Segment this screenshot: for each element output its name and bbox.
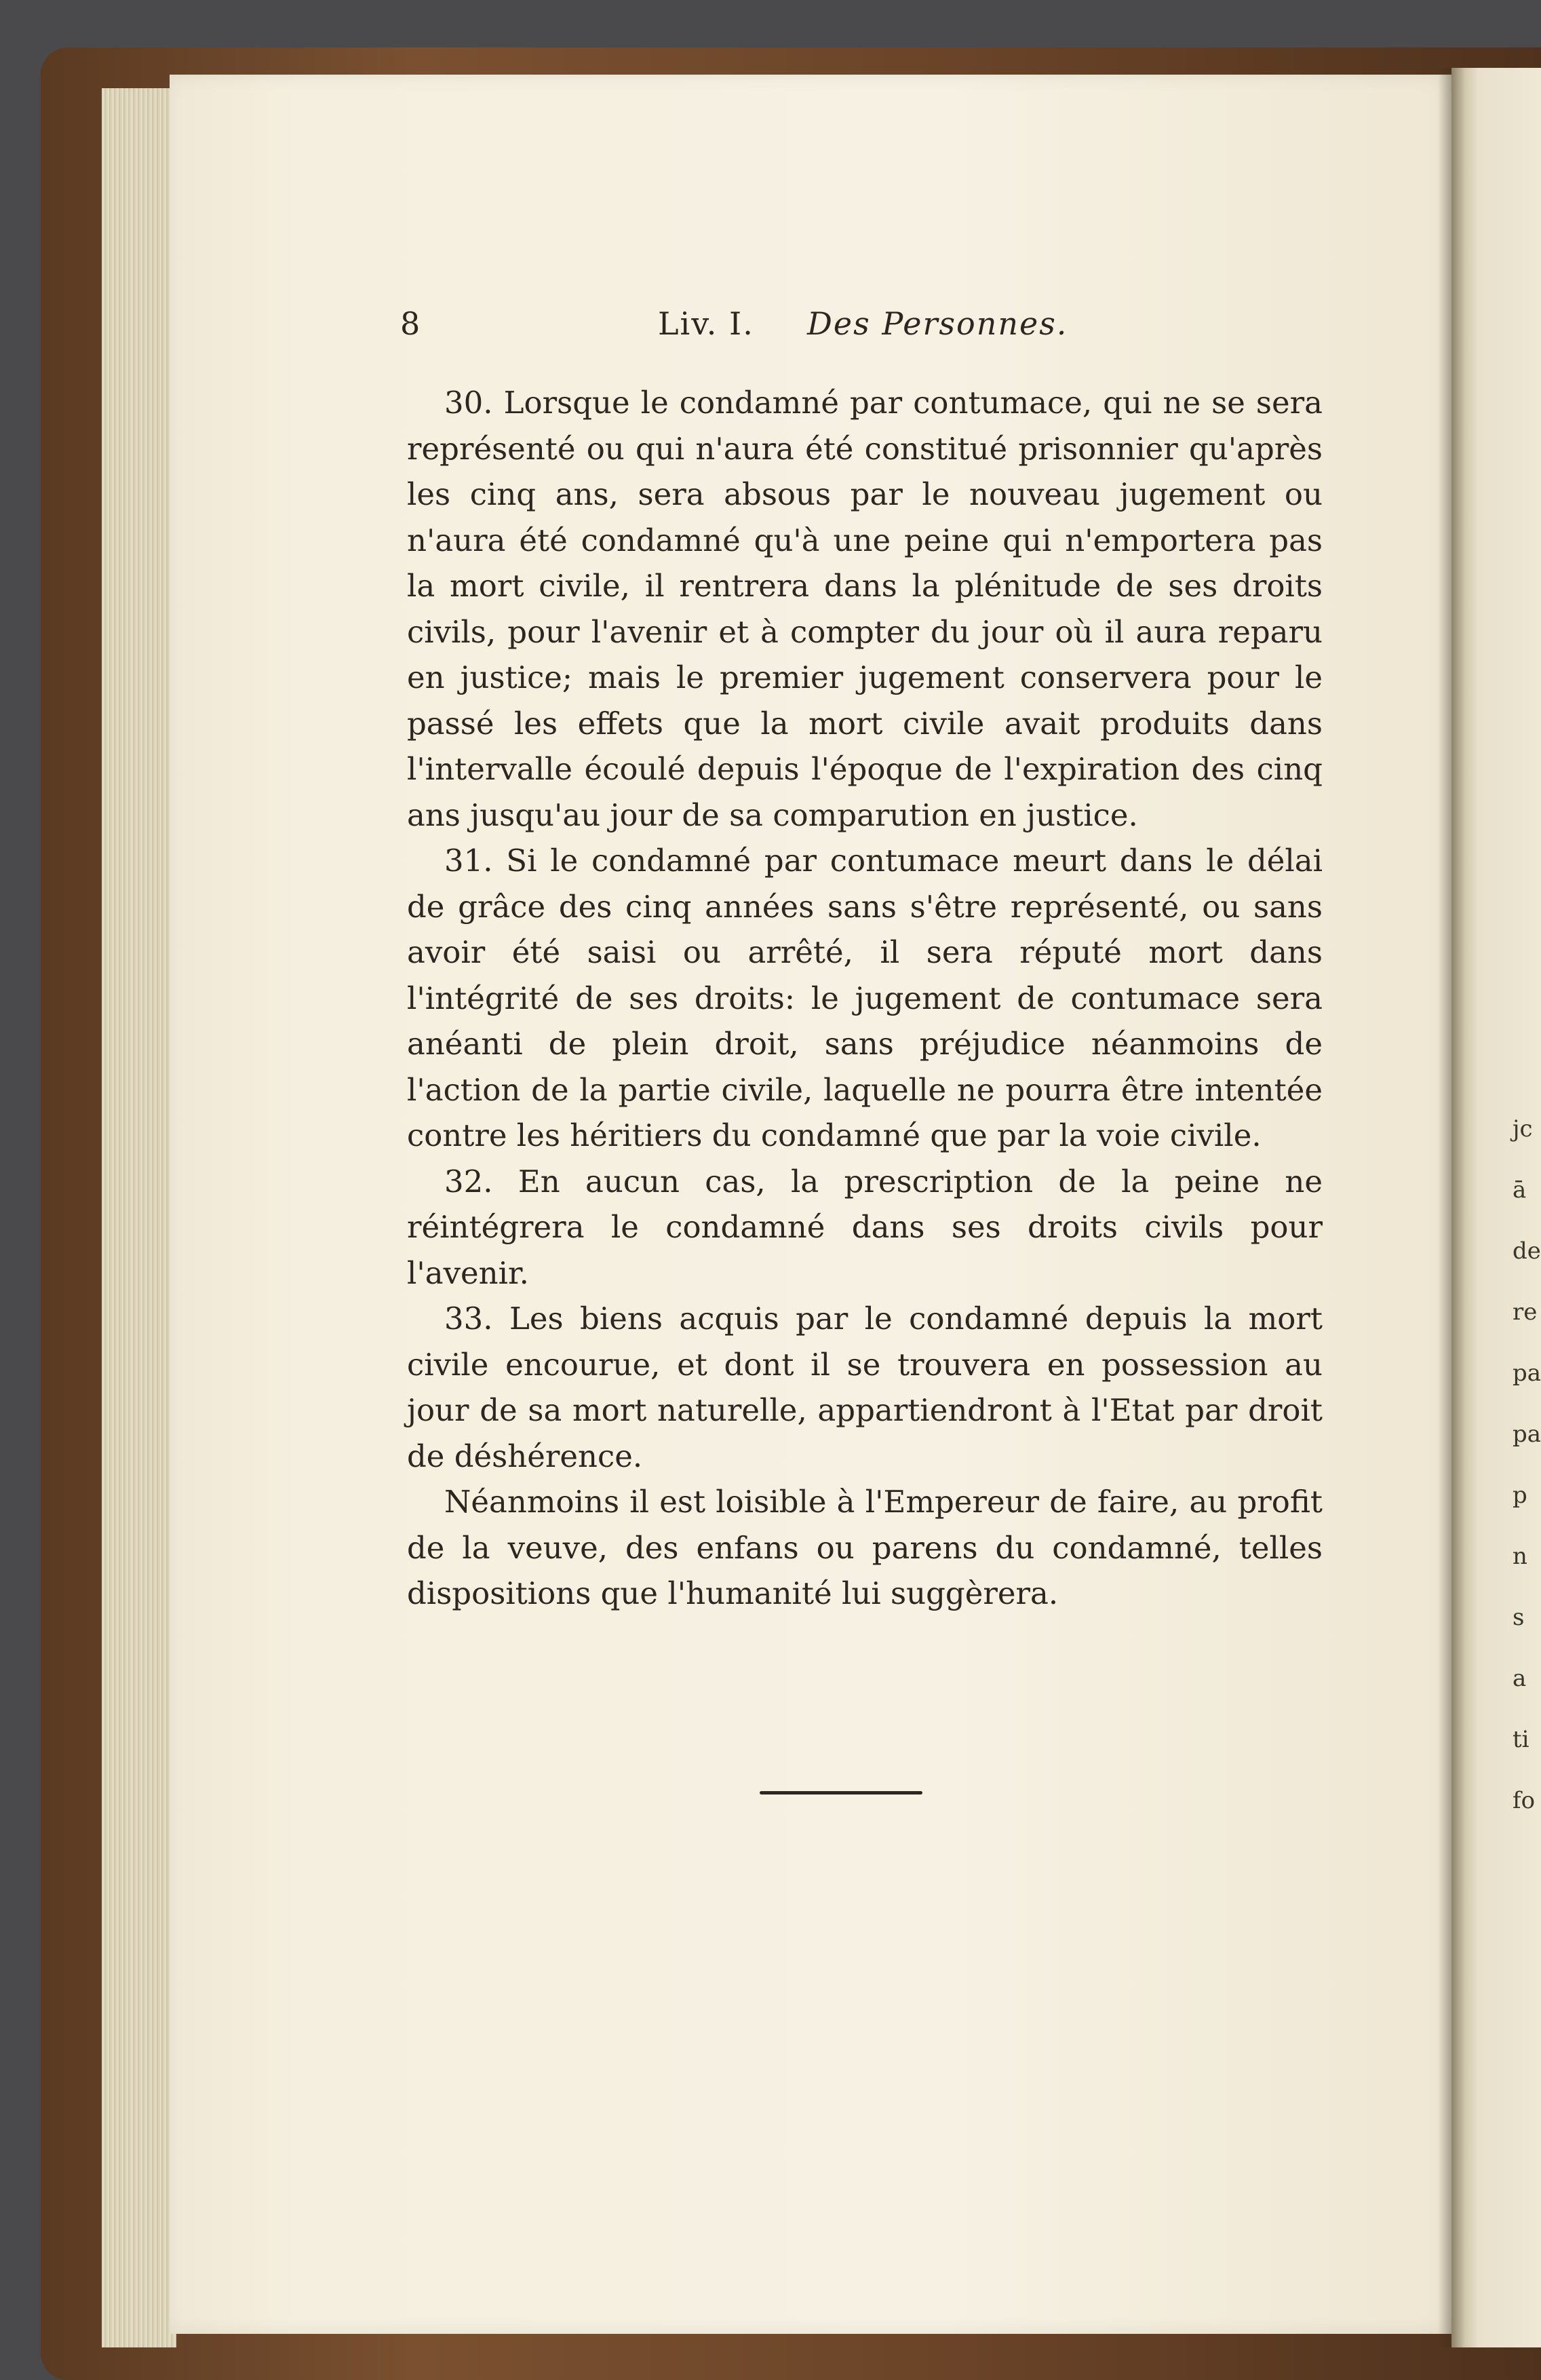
facing-fragment: jc [1513,1115,1533,1143]
body-text [407,380,1323,1617]
article-32: 32. En aucun cas, la prescription de la peine ne réintégrera le condamné dans ses droits civils pour l'avenir. [407,1163,1323,1291]
running-header [400,305,1282,360]
end-rule [760,1791,922,1794]
article-30: 30. Lorsque le condamné par contumace, qui ne se sera représenté ou qui n'aura été constitué prisonnier qu'après les cinq ans, sera absous par le nouveau jugement ou n'aura été condamné qu'à une peine qui n'emportera pas la mort civile, il rentrera dans la plénitude de ses droits civils, pour l'avenir et à compter du jour où il aura reparu en justice; mais le premier jugement conservera pour le passé les effets que la mort civile avait produits dans l'intervalle écoulé depuis l'époque de l'expiration des cinq ans jusqu'au jour de sa comparution en justice. [407,385,1323,833]
facing-fragment: n [1513,1543,1527,1570]
facing-page-text [1513,1113,1540,1845]
running-title: Des Personnes. [807,305,1068,342]
facing-fragment: de [1513,1237,1541,1265]
facing-fragment: ti [1513,1726,1529,1753]
article-31: 31. Si le condamné par contumace meurt dans le délai de grâce des cinq années sans s'être représenté, ou sans avoir été saisi ou arrêté, il sera réputé mort dans l'intégrité de ses droits: le jugement de contumace sera anéanti de plein droit, sans préjudice néanmoins de l'action de la partie civile, laquelle ne pourra être intentée contre les héritiers du condamné que par la voie civile. [407,843,1323,1153]
facing-fragment: ā [1513,1176,1527,1204]
facing-fragment: pa [1513,1360,1541,1387]
section-label: Liv. I. [658,305,754,342]
article-33: 33. Les biens acquis par le condamné depuis la mort civile encourue, et dont il se trouvera en possession au jour de sa mort naturelle, appartiendront à l'Etat par droit de déshérence. [407,1301,1323,1474]
facing-fragment: a [1513,1665,1527,1692]
facing-fragment: fo [1513,1787,1536,1814]
facing-fragment: pa [1513,1421,1541,1448]
page-gutter [1438,68,1465,2347]
article-33-continuation: Néanmoins il est loisible à l'Empereur de faire, au profit de la veuve, des enfans ou parens du condamné, telles dispositions que l'humanité lui suggèrera. [407,1484,1323,1611]
page-edges [102,88,176,2347]
facing-fragment: p [1513,1482,1527,1509]
facing-fragment: re [1513,1299,1538,1326]
facing-fragment: s [1513,1604,1525,1631]
page-number: 8 [400,305,421,342]
